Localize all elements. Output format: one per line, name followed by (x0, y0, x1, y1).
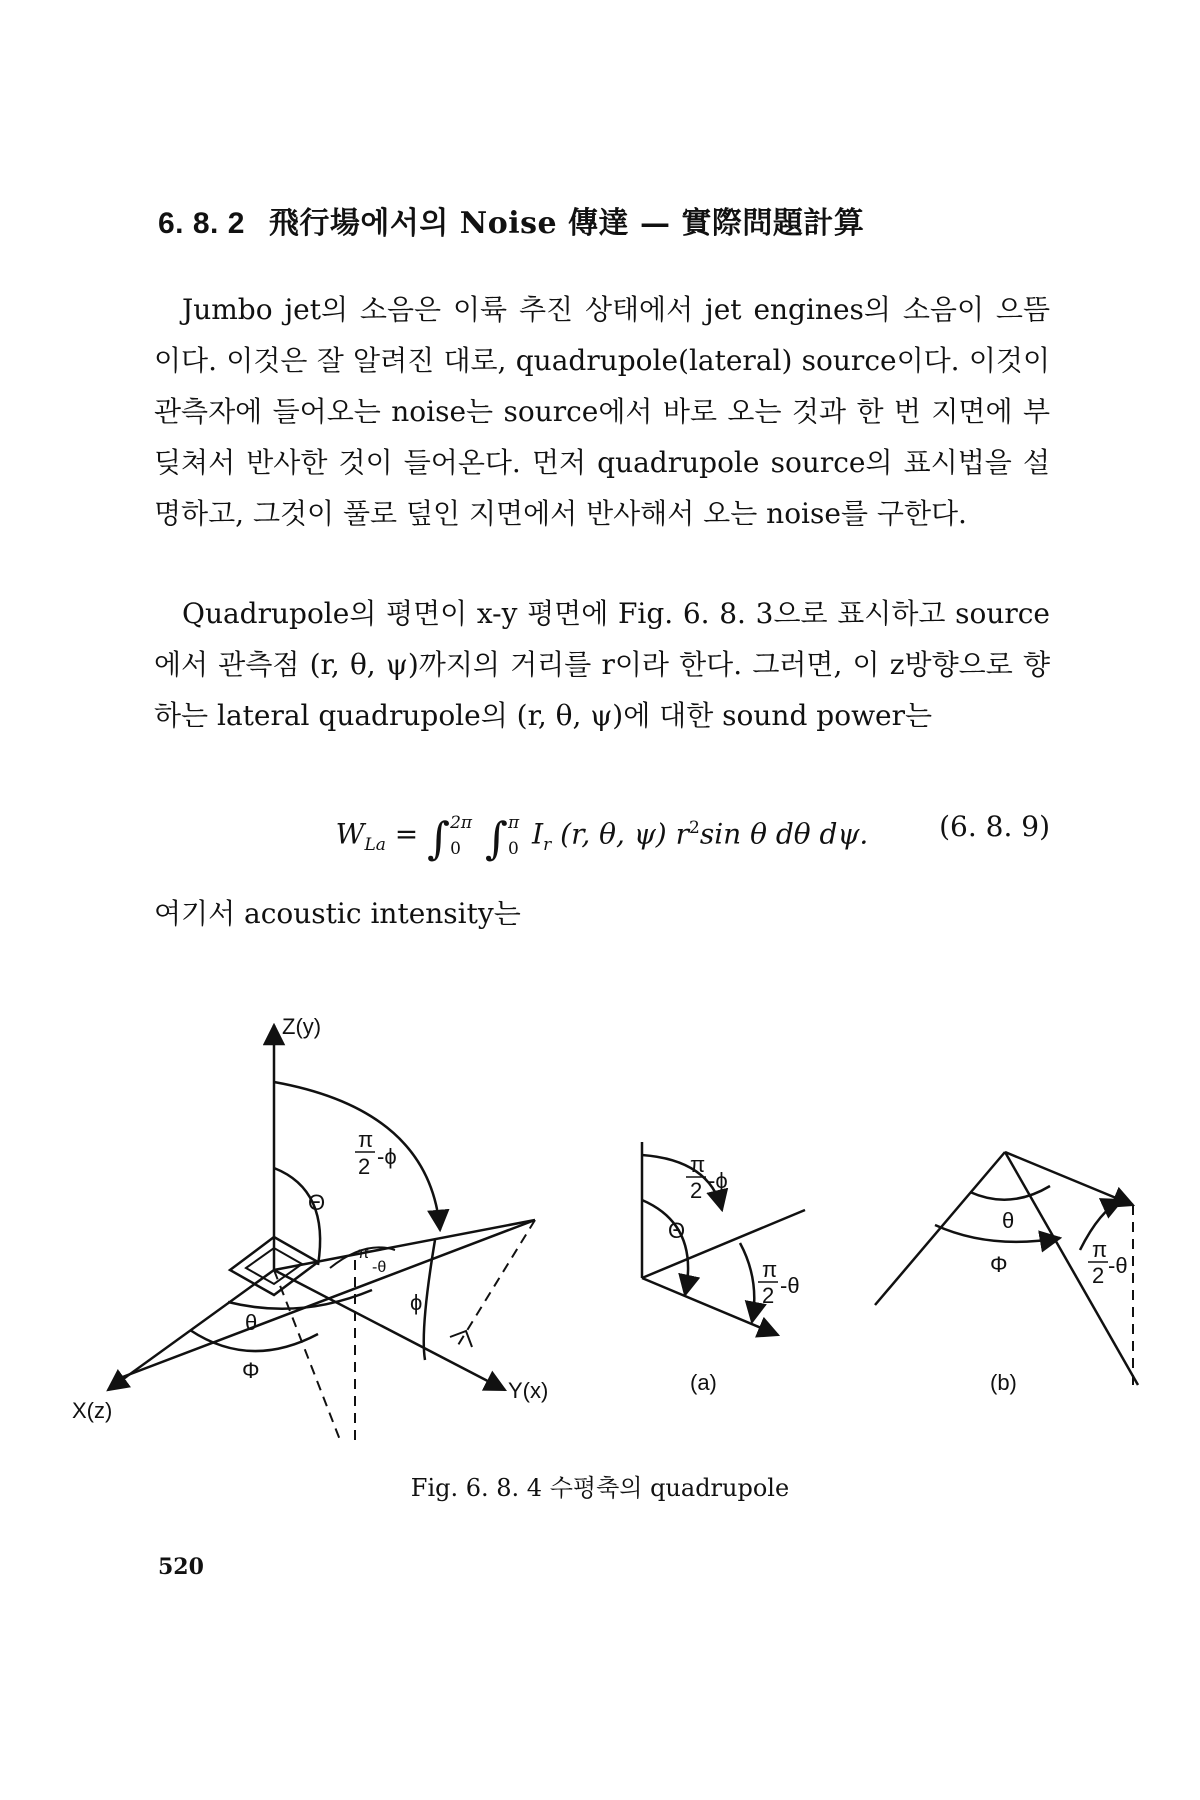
text-after-equation: 여기서 acoustic intensity는 (154, 897, 521, 930)
b-pi-label: π (1092, 1237, 1108, 1262)
eq-power: 2 (689, 818, 700, 839)
int1-upper: 2π (450, 813, 473, 833)
arc-pi2-phi (274, 1082, 440, 1230)
eq-integrand: I (532, 817, 544, 851)
integral-sign-1: ∫ (427, 813, 451, 865)
b-arc-phi (935, 1225, 1060, 1242)
int2-upper: π (507, 813, 520, 833)
dash-drop (455, 1220, 535, 1350)
small-minus-theta-label: -θ (372, 1259, 387, 1276)
theta-upper-label: Θ (308, 1190, 326, 1215)
eq-lhs: W (335, 817, 365, 851)
int1-lower: 0 (450, 839, 461, 859)
small-pi-label: π (358, 1245, 370, 1262)
section-number: 6. 8. 2 (158, 207, 245, 240)
eq-rest: sin θ dθ dψ. (699, 817, 869, 851)
x-axis-label: X(z) (72, 1398, 113, 1423)
a-tag: (a) (690, 1370, 717, 1395)
main-labels (72, 1014, 548, 1423)
paragraph-2: Quadrupole의 평면이 x-y 평면에 Fig. 6. 8. 3으로 표시하고 source에서 관측점 (r, θ, ψ)까지의 거리를 r이라 한다. 그러면, 이 z방향으로 향하는 lateral quadrupole의 (r, θ, ψ)에 대한 sound power는 (154, 597, 1050, 732)
main-diagram (108, 1025, 535, 1440)
b-arc-theta (970, 1186, 1050, 1200)
b-phi-label: Φ (990, 1252, 1008, 1277)
int2-lower: 0 (507, 839, 519, 859)
theta-lower-label: θ (245, 1310, 258, 1335)
integral-sign-2: ∫ (485, 813, 508, 865)
ray-to-x (120, 1220, 535, 1378)
a-pi-label-2: π (762, 1257, 778, 1282)
eq-lhs-sub: La (364, 835, 386, 856)
b-minus-theta-label: -θ (1108, 1253, 1128, 1278)
section-title: 飛行場에서의 Noise 傳達 — 實際問題計算 (268, 206, 865, 241)
projection-ray (274, 1270, 340, 1440)
equation-number: (6. 8. 9) (939, 810, 1050, 843)
phi-upper-label: ϕ (410, 1290, 423, 1315)
y-axis (274, 1270, 505, 1390)
eq-integrand-sub: r (543, 835, 552, 856)
arc-theta-lower (228, 1290, 372, 1309)
a-ray-line (642, 1278, 778, 1335)
arc-phi (424, 1240, 435, 1360)
a-pi-label: π (690, 1152, 706, 1177)
eq-equals: = (385, 817, 428, 851)
figure-caption: Fig. 6. 8. 4 수평축의 quadrupole (410, 1474, 790, 1502)
page-number: 520 (158, 1554, 204, 1580)
a-two-label: 2 (690, 1178, 703, 1203)
pi-label: π (358, 1127, 374, 1152)
subfigure-b-labels (990, 1208, 1128, 1395)
b-theta-label: θ (1002, 1208, 1015, 1233)
direction-ray (274, 1220, 535, 1270)
minus-phi-label: -ϕ (377, 1144, 397, 1169)
y-axis-label: Y(x) (508, 1378, 549, 1403)
z-axis-label: Z(y) (282, 1014, 322, 1039)
a-two-label-2: 2 (762, 1283, 775, 1308)
a-slant-line (642, 1210, 805, 1278)
a-minus-phi-label: -ϕ (708, 1168, 728, 1193)
eq-args: (r, θ, ψ) r (560, 817, 689, 851)
a-theta-label: Θ (668, 1218, 686, 1243)
phi-lower-label: Φ (242, 1358, 260, 1383)
b-tag: (b) (990, 1370, 1017, 1395)
paragraph-1: Jumbo jet의 소음은 이륙 추진 상태에서 jet engines의 소음이 으뜸이다. 이것은 잘 알려진 대로, quadrupole(lateral) source이다. 이것이 관측자에 들어오는 noise는 source에서 바로 오는 것과 한 번 지면에 부딪쳐서 반사한 것이 들어온다. 먼저 quadrupole source의 표시법을 설명하고, 그것이 풀로 덮인 지면에서 반사해서 오는 noise를 구한다. (154, 293, 1050, 530)
a-minus-theta-label: -θ (780, 1273, 800, 1298)
b-two-label: 2 (1092, 1263, 1105, 1288)
a-arc-pi2-theta (740, 1243, 754, 1322)
two-label: 2 (358, 1154, 371, 1179)
